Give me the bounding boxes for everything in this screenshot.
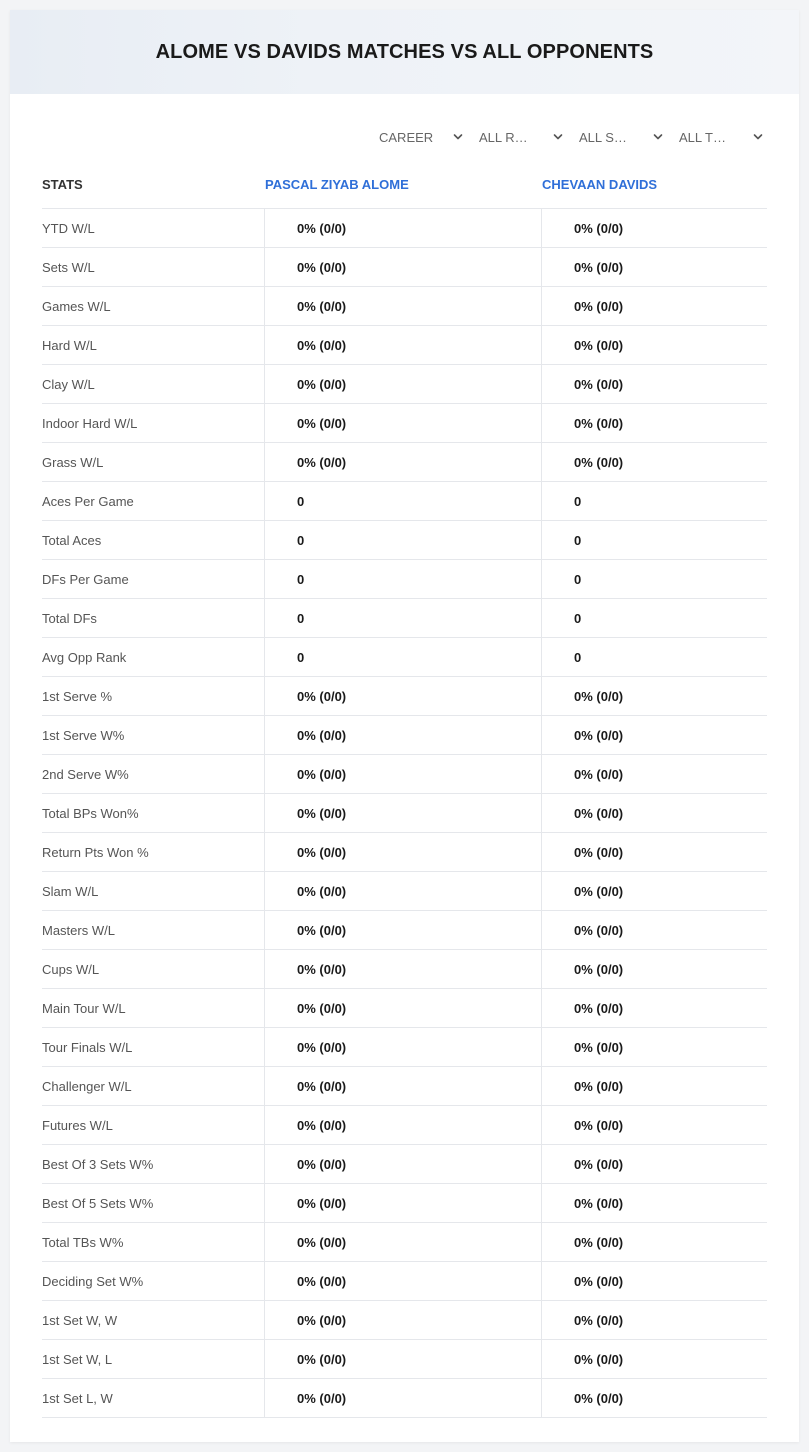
table-row	[42, 950, 767, 989]
player2-value: 0	[541, 599, 767, 637]
player1-value: 0	[264, 560, 541, 598]
filter-bar	[365, 126, 765, 148]
stat-label: Masters W/L	[42, 922, 115, 938]
stat-label: Aces Per Game	[42, 493, 134, 509]
filter-label: ALL T…	[679, 129, 726, 145]
player2-value: 0% (0/0)	[541, 1028, 767, 1066]
player2-value: 0% (0/0)	[541, 794, 767, 832]
header-player2-link[interactable]: CHEVAAN DAVIDS	[542, 176, 658, 192]
player1-value: 0% (0/0)	[264, 1184, 541, 1222]
table-row	[42, 599, 767, 638]
stat-label: Futures W/L	[42, 1117, 113, 1133]
table-row	[42, 209, 767, 248]
player2-value: 0% (0/0)	[541, 248, 767, 286]
table-row	[42, 989, 767, 1028]
player2-value: 0% (0/0)	[541, 365, 767, 403]
chevron-down-icon	[453, 132, 463, 142]
table-body	[42, 209, 767, 1418]
table-row	[42, 1028, 767, 1067]
player2-value: 0	[541, 482, 767, 520]
player1-value: 0% (0/0)	[264, 365, 541, 403]
player1-value: 0% (0/0)	[264, 1379, 541, 1417]
player2-value: 0% (0/0)	[541, 209, 767, 247]
player2-value: 0% (0/0)	[541, 716, 767, 754]
player1-value: 0% (0/0)	[264, 326, 541, 364]
stat-label: Best Of 3 Sets W%	[42, 1156, 154, 1172]
player2-value: 0% (0/0)	[541, 1262, 767, 1300]
table-row	[42, 560, 767, 599]
player1-value: 0% (0/0)	[264, 872, 541, 910]
stat-label: Challenger W/L	[42, 1078, 132, 1094]
player1-value: 0% (0/0)	[264, 1340, 541, 1378]
filter-label: ALL R…	[479, 129, 528, 145]
player1-value: 0% (0/0)	[264, 1301, 541, 1339]
stat-label: 1st Set W, W	[42, 1312, 118, 1328]
table-row	[42, 443, 767, 482]
stat-label: 2nd Serve W%	[42, 766, 129, 782]
stat-label: Avg Opp Rank	[42, 649, 127, 665]
table-row	[42, 287, 767, 326]
stat-label: YTD W/L	[42, 220, 95, 236]
player2-value: 0% (0/0)	[541, 1379, 767, 1417]
player1-value: 0% (0/0)	[264, 287, 541, 325]
table-row	[42, 1340, 767, 1379]
player1-value: 0% (0/0)	[264, 1223, 541, 1261]
player1-value: 0% (0/0)	[264, 677, 541, 715]
table-row	[42, 833, 767, 872]
header-player1-link[interactable]: PASCAL ZIYAB ALOME	[265, 176, 409, 192]
player1-value: 0% (0/0)	[264, 443, 541, 481]
stat-label: Games W/L	[42, 298, 111, 314]
player1-value: 0	[264, 482, 541, 520]
table-row	[42, 482, 767, 521]
table-row	[42, 677, 767, 716]
player2-value: 0% (0/0)	[541, 1067, 767, 1105]
table-row	[42, 1145, 767, 1184]
player1-value: 0% (0/0)	[264, 248, 541, 286]
player1-value: 0	[264, 521, 541, 559]
player2-value: 0	[541, 521, 767, 559]
table-row	[42, 1106, 767, 1145]
stat-label: Clay W/L	[42, 376, 95, 392]
player1-value: 0% (0/0)	[264, 755, 541, 793]
player2-value: 0% (0/0)	[541, 1145, 767, 1183]
player2-value: 0% (0/0)	[541, 989, 767, 1027]
player1-value: 0% (0/0)	[264, 716, 541, 754]
table-row	[42, 638, 767, 677]
player2-value: 0% (0/0)	[541, 833, 767, 871]
table-row	[42, 521, 767, 560]
table-row	[42, 1184, 767, 1223]
table-row	[42, 755, 767, 794]
player2-value: 0% (0/0)	[541, 1301, 767, 1339]
stat-label: Best Of 5 Sets W%	[42, 1195, 154, 1211]
chevron-down-icon	[553, 132, 563, 142]
stat-label: Sets W/L	[42, 259, 95, 275]
player1-value: 0% (0/0)	[264, 989, 541, 1027]
filter-career-select[interactable]	[365, 126, 465, 148]
table-header	[42, 160, 767, 209]
stat-label: Indoor Hard W/L	[42, 415, 138, 431]
player1-value: 0% (0/0)	[264, 209, 541, 247]
filter-label: CAREER	[379, 129, 434, 145]
player1-value: 0% (0/0)	[264, 1028, 541, 1066]
player1-value: 0% (0/0)	[264, 911, 541, 949]
player2-value: 0% (0/0)	[541, 1106, 767, 1144]
table-row	[42, 716, 767, 755]
chevron-down-icon	[753, 132, 763, 142]
player2-value: 0% (0/0)	[541, 443, 767, 481]
player2-value: 0% (0/0)	[541, 911, 767, 949]
chevron-down-icon	[653, 132, 663, 142]
player2-value: 0	[541, 638, 767, 676]
player1-value: 0% (0/0)	[264, 1262, 541, 1300]
stat-label: Total DFs	[42, 610, 97, 626]
stat-label: 1st Serve %	[42, 688, 113, 704]
table-row	[42, 1262, 767, 1301]
player1-value: 0% (0/0)	[264, 950, 541, 988]
stats-table	[42, 160, 767, 1418]
table-row	[42, 326, 767, 365]
table-row	[42, 794, 767, 833]
stat-label: 1st Set W, L	[42, 1351, 113, 1367]
player2-value: 0% (0/0)	[541, 755, 767, 793]
stat-label: Total TBs W%	[42, 1234, 124, 1250]
stat-label: Total BPs Won%	[42, 805, 139, 821]
page-header	[10, 10, 799, 94]
player2-value: 0% (0/0)	[541, 1340, 767, 1378]
page-title: ALOME VS DAVIDS MATCHES VS ALL OPPONENTS	[155, 40, 654, 63]
stat-label: Main Tour W/L	[42, 1000, 126, 1016]
table-row	[42, 248, 767, 287]
player2-value: 0% (0/0)	[541, 950, 767, 988]
stat-label: Deciding Set W%	[42, 1273, 144, 1289]
player1-value: 0	[264, 638, 541, 676]
filter-surface-select[interactable]	[565, 126, 665, 148]
player2-value: 0% (0/0)	[541, 1184, 767, 1222]
stat-label: Grass W/L	[42, 454, 104, 470]
player2-value: 0% (0/0)	[541, 872, 767, 910]
table-row	[42, 1223, 767, 1262]
player1-value: 0% (0/0)	[264, 794, 541, 832]
stat-label: Hard W/L	[42, 337, 97, 353]
table-row	[42, 872, 767, 911]
player2-value: 0% (0/0)	[541, 677, 767, 715]
table-row	[42, 1067, 767, 1106]
stats-card	[10, 10, 799, 1442]
stat-label: 1st Set L, W	[42, 1390, 113, 1406]
player2-value: 0	[541, 560, 767, 598]
player1-value: 0% (0/0)	[264, 404, 541, 442]
table-row	[42, 911, 767, 950]
player1-value: 0% (0/0)	[264, 1145, 541, 1183]
player2-value: 0% (0/0)	[541, 287, 767, 325]
header-stats: STATS	[42, 176, 83, 192]
table-row	[42, 1301, 767, 1340]
player2-value: 0% (0/0)	[541, 326, 767, 364]
player1-value: 0% (0/0)	[264, 1106, 541, 1144]
filter-tournament-select[interactable]	[665, 126, 765, 148]
stat-label: 1st Serve W%	[42, 727, 125, 743]
stat-label: Total Aces	[42, 532, 102, 548]
filter-label: ALL S…	[579, 129, 627, 145]
stat-label: Cups W/L	[42, 961, 100, 977]
player2-value: 0% (0/0)	[541, 404, 767, 442]
player1-value: 0% (0/0)	[264, 833, 541, 871]
stat-label: Slam W/L	[42, 883, 99, 899]
stat-label: DFs Per Game	[42, 571, 129, 587]
table-row	[42, 365, 767, 404]
player2-value: 0% (0/0)	[541, 1223, 767, 1261]
table-row	[42, 1379, 767, 1418]
stat-label: Return Pts Won %	[42, 844, 149, 860]
table-row	[42, 404, 767, 443]
stat-label: Tour Finals W/L	[42, 1039, 133, 1055]
player1-value: 0	[264, 599, 541, 637]
player1-value: 0% (0/0)	[264, 1067, 541, 1105]
filter-rounds-select[interactable]	[465, 126, 565, 148]
